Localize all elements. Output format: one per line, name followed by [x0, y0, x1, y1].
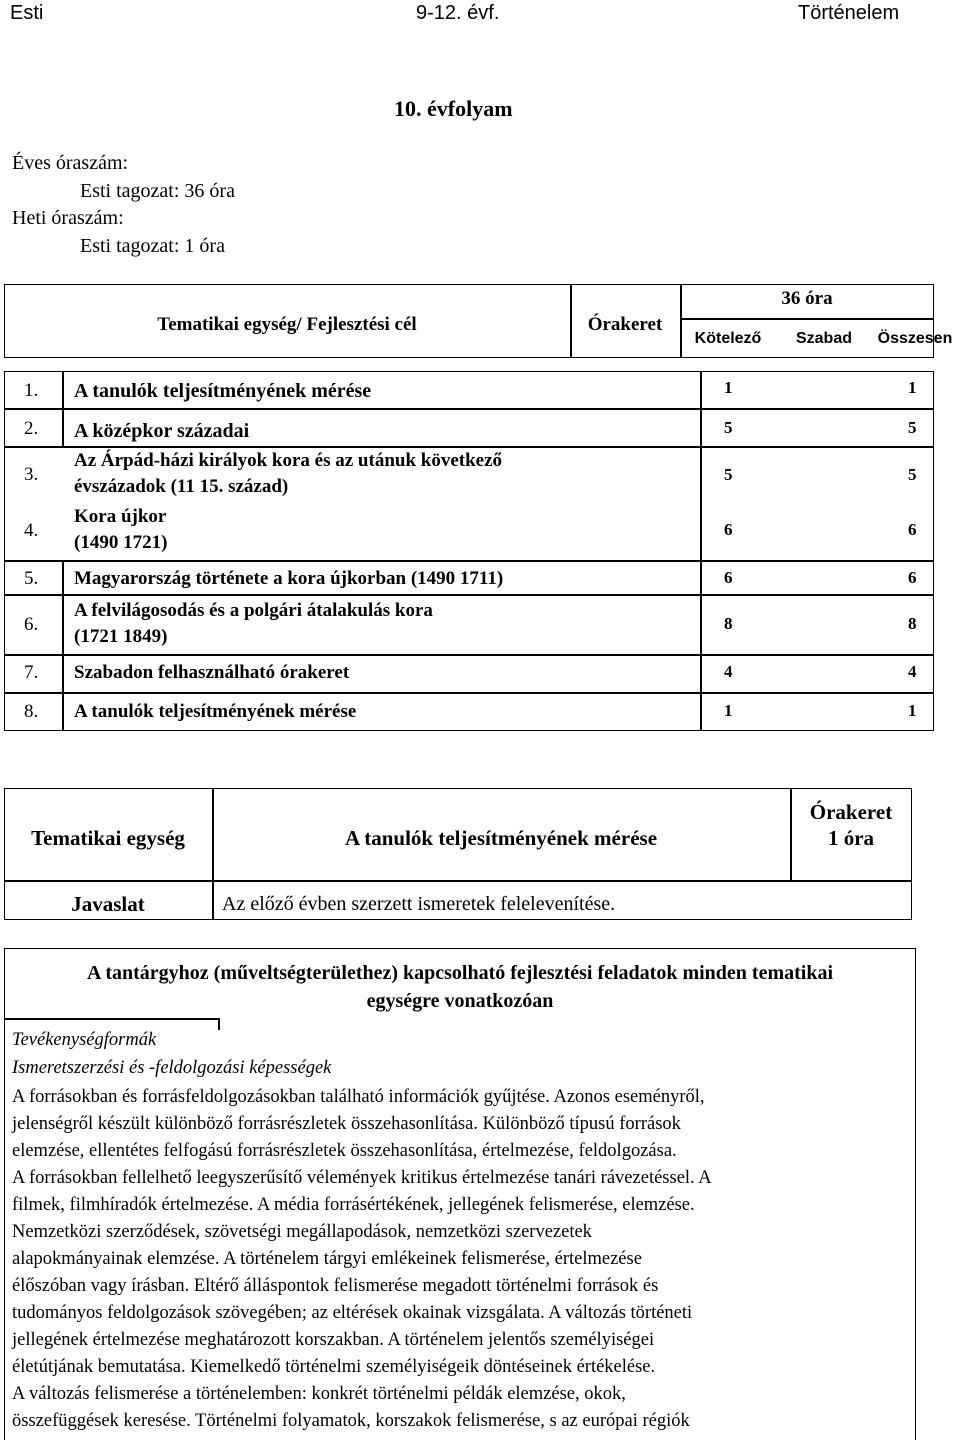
- paragraph-line: jelenségről készült különböző forrásrészletek összehasonlítása. Különböző típusú források: [12, 1114, 681, 1134]
- col-free-header: Szabad: [795, 330, 852, 347]
- paragraph-line: életútjának bemutatása. Kiemelkedő történelmi személyiségeik döntéseinek értékelése.: [12, 1357, 656, 1377]
- weekly-hours-value: Esti tagozat: 1 óra: [80, 235, 225, 257]
- suggestion-text: Az előző évben szerzett ismeretek felelevenítése.: [222, 893, 616, 915]
- row-2-mandatory: 5: [724, 418, 733, 437]
- weekly-hours-label: Heti óraszám:: [12, 207, 124, 229]
- header-right: Történelem: [798, 2, 900, 24]
- row-2-number: 2.: [24, 418, 39, 439]
- row-2-topic: A középkor századai: [74, 420, 250, 442]
- suggestion-label: Javaslat: [71, 892, 145, 916]
- paragraph-line: elemzése, ellentétes felfogású forrásrészletek összehasonlítása, értelmezése, feldolgozása.: [12, 1141, 677, 1161]
- paragraph-line: tudományos feldolgozások szövegében; az eltérések okainak vizsgálata. A változás történeti: [12, 1303, 693, 1323]
- paragraph-line: alapokmányainak elemzése. A történelem tárgyi emlékeinek felismerése, értelmezése: [12, 1249, 642, 1269]
- row-8-topic: A tanulók teljesítményének mérése: [74, 701, 357, 722]
- row-8-mandatory: 1: [724, 701, 733, 720]
- col-group-header: 36 óra: [781, 288, 833, 309]
- row-5-total: 6: [908, 568, 917, 587]
- row-1-number: 1.: [24, 380, 39, 401]
- row-6-topic-line1: A felvilágosodás és a polgári átalakulás kora: [74, 600, 433, 621]
- row-3-mandatory: 5: [724, 465, 733, 484]
- paragraph-line: Nemzetközi szerződések, szövetségi megállapodások, nemzetközi szervezetek: [12, 1222, 592, 1242]
- grade-title: 10. évfolyam: [394, 96, 513, 121]
- unit-name: A tanulók teljesítményének mérése: [344, 826, 658, 850]
- row-8-number: 8.: [24, 701, 39, 722]
- row-7-number: 7.: [24, 662, 39, 683]
- row-1-total: 1: [908, 378, 917, 397]
- row-8-total: 1: [908, 701, 917, 720]
- skills-heading: Ismeretszerzési és -feldolgozási képességek: [12, 1058, 332, 1078]
- unit-label: Tematikai egység: [31, 826, 185, 850]
- paragraph-line: élőszóban vagy írásban. Eltérő álláspontok felismerése megadott történelmi források és: [12, 1276, 659, 1296]
- header-left: Esti: [10, 2, 44, 24]
- row-1-topic: A tanulók teljesítményének mérése: [74, 380, 372, 402]
- row-3-total: 5: [908, 465, 917, 484]
- paragraph-line: A forrásokban és forrásfeldolgozásokban található információk gyűjtése. Azonos eseményről,: [12, 1087, 705, 1107]
- row-6-number: 6.: [24, 614, 39, 635]
- row-4-topic-line1: Kora újkor: [74, 506, 167, 527]
- annual-hours-value: Esti tagozat: 36 óra: [80, 180, 235, 202]
- row-4-total: 6: [908, 520, 917, 539]
- row-3-number: 3.: [24, 464, 39, 485]
- row-6-total: 8: [908, 614, 917, 633]
- header-center: 9-12. évf.: [416, 2, 500, 24]
- col-total-header: Összesen: [877, 330, 953, 347]
- activity-forms-heading: Tevékenységformák: [12, 1030, 157, 1050]
- row-7-mandatory: 4: [724, 662, 733, 681]
- annual-hours-label: Éves óraszám:: [12, 152, 129, 174]
- unit-hours-value: 1 óra: [827, 826, 875, 850]
- row-4-number: 4.: [24, 520, 39, 541]
- row-3-topic-line2: évszázadok (11 15. század): [74, 476, 289, 497]
- row-6-mandatory: 8: [724, 614, 733, 633]
- row-7-topic: Szabadon felhasználható órakeret: [74, 662, 350, 683]
- col-mandatory-header: Kötelező: [694, 330, 762, 347]
- row-5-mandatory: 6: [724, 568, 733, 587]
- row-6-topic-line2: (1721 1849): [74, 626, 168, 647]
- row-1-mandatory: 1: [724, 378, 733, 397]
- paragraph-line: A változás felismerése a történelemben: konkrét történelmi példák elemzése, okok,: [12, 1384, 626, 1404]
- row-7-total: 4: [908, 662, 917, 681]
- col-topic-header: Tematikai egység/ Fejlesztési cél: [157, 314, 417, 335]
- paragraph-line: filmek, filmhíradók értelmezése. A média forrásértékének, jellegének felismerése, elemzése.: [12, 1195, 695, 1215]
- paragraph-line: összefüggések keresése. Történelmi folyamatok, korszakok felismerése, s az európai régiók: [12, 1411, 690, 1431]
- section-title-line2: egységre vonatkozóan: [366, 990, 554, 1012]
- section-title-line1: A tantárgyhoz (műveltségterülethez) kapcsolható fejlesztési feladatok minden tematikai: [87, 962, 833, 984]
- row-4-mandatory: 6: [724, 520, 733, 539]
- unit-hours-label: Órakeret: [809, 800, 893, 824]
- paragraph-line: A forrásokban fellelhető leegyszerűsítő vélemények kritikus értelmezése tanári rávezetéssel. A: [12, 1168, 712, 1188]
- row-4-topic-line2: (1490 1721): [74, 532, 168, 553]
- col-hours-header: Órakeret: [587, 314, 663, 335]
- row-3-topic-line1: Az Árpád-házi királyok kora és az utánuk következő: [74, 450, 503, 471]
- row-5-topic: Magyarország története a kora újkorban (1490 1711): [74, 568, 504, 589]
- row-5-number: 5.: [24, 568, 39, 589]
- row-2-total: 5: [908, 418, 917, 437]
- paragraph-line: jellegének értelmezése meghatározott korszakban. A történelem jelentős személyiségei: [12, 1330, 655, 1350]
